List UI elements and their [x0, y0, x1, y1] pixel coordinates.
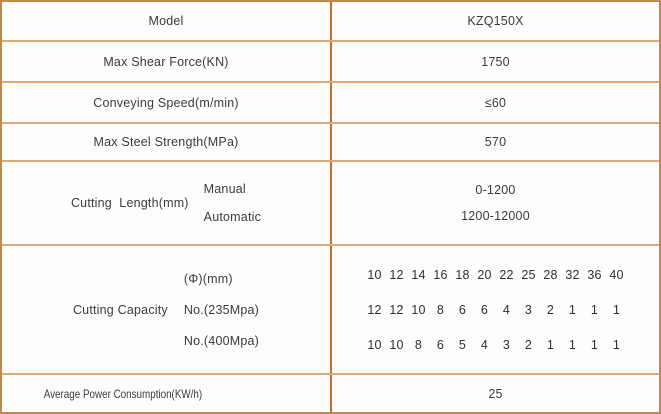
average-power-label: Average Power Consumption(KW/h): [44, 386, 203, 401]
table-row-conveying-speed: [2, 83, 659, 124]
cutting-capacity-235mpa-label: No.(235Mpa): [183, 302, 260, 317]
average-power-value: 25: [488, 386, 503, 401]
capacity-value: 10: [367, 267, 382, 282]
capacity-value: 28: [543, 267, 558, 282]
table-row-max-steel-strength: [2, 124, 659, 162]
capacity-value: 16: [433, 267, 448, 282]
capacity-value: 1: [612, 302, 621, 317]
conveying-speed-value-cell: [332, 83, 659, 122]
capacity-value: 22: [499, 267, 514, 282]
table-row-cutting-length: [2, 162, 659, 246]
cutting-capacity-400mpa-label: No.(400Mpa): [183, 333, 260, 348]
capacity-value: 20: [477, 267, 492, 282]
average-power-value-cell: [332, 375, 659, 412]
capacity-value: 25: [521, 267, 536, 282]
max-shear-force-label: Max Shear Force(KN): [103, 54, 229, 69]
conveying-speed-label: Conveying Speed(m/min): [93, 95, 239, 110]
capacity-value: 1: [546, 337, 555, 352]
capacity-value: 18: [455, 267, 470, 282]
capacity-value: 14: [411, 267, 426, 282]
table-row-model: [2, 2, 659, 42]
max-shear-force-value: 1750: [481, 54, 510, 69]
capacity-value: 3: [524, 302, 533, 317]
capacity-value: 1: [590, 337, 599, 352]
average-power-label-cell: [2, 375, 332, 412]
model-value: KZQ150X: [467, 14, 524, 28]
model-value-cell: [332, 2, 659, 40]
model-label-cell: [2, 2, 332, 40]
table-row-average-power: [2, 375, 659, 412]
cutting-length-manual-value: 0-1200: [475, 183, 516, 197]
model-label: Model: [148, 14, 184, 28]
cutting-length-mode-manual: Manual: [203, 182, 246, 196]
capacity-value: 4: [502, 302, 511, 317]
cutting-capacity-label-cell: [2, 246, 332, 373]
capacity-value: 6: [436, 337, 445, 352]
max-shear-force-label-cell: [2, 42, 332, 81]
table-row-cutting-capacity: [2, 246, 659, 375]
capacity-value: 10: [411, 302, 426, 317]
conveying-speed-label-cell: [2, 83, 332, 122]
capacity-value: 10: [367, 337, 382, 352]
cutting-length-label-cell: [2, 162, 332, 244]
capacity-value: 2: [546, 302, 555, 317]
max-steel-strength-value-cell: [332, 124, 659, 160]
capacity-value: 3: [502, 337, 511, 352]
max-steel-strength-value: 570: [484, 135, 507, 149]
capacity-value: 6: [480, 302, 489, 317]
max-shear-force-value-cell: [332, 42, 659, 81]
table-row-max-shear-force: [2, 42, 659, 83]
capacity-value: 1: [568, 337, 577, 352]
capacity-value: 1: [568, 302, 577, 317]
capacity-400mpa-row: [364, 338, 628, 352]
cutting-length-label: Cutting Length(mm): [70, 196, 189, 210]
capacity-value: 12: [389, 267, 404, 282]
capacity-235mpa-row: [364, 303, 628, 317]
cutting-length-modes: [204, 182, 261, 224]
capacity-value: 12: [389, 302, 404, 317]
capacity-value: 10: [389, 337, 404, 352]
max-steel-strength-label: Max Steel Strength(MPa): [93, 135, 239, 149]
cutting-capacity-sublabels: [184, 272, 259, 348]
capacity-grid: [364, 268, 628, 352]
cutting-capacity-diameter-label: (Φ)(mm): [183, 271, 233, 286]
cutting-capacity-label: Cutting Capacity: [72, 302, 168, 317]
capacity-value: 40: [609, 267, 624, 282]
cutting-length-automatic-value: 1200-12000: [461, 209, 530, 223]
capacity-value: 8: [436, 302, 445, 317]
conveying-speed-value: ≤60: [484, 95, 507, 110]
capacity-value: 36: [587, 267, 602, 282]
capacity-value: 5: [458, 337, 467, 352]
capacity-diameter-row: [364, 268, 628, 282]
capacity-value: 6: [458, 302, 467, 317]
capacity-value: 8: [414, 337, 423, 352]
cutting-length-value-cell: [332, 162, 659, 244]
capacity-value: 4: [480, 337, 489, 352]
capacity-value: 1: [590, 302, 599, 317]
cutting-capacity-value-cell: [332, 246, 659, 373]
capacity-value: 1: [612, 337, 621, 352]
capacity-value: 2: [524, 337, 533, 352]
capacity-value: 12: [367, 302, 382, 317]
capacity-value: 32: [565, 267, 580, 282]
cutting-length-mode-automatic: Automatic: [203, 210, 262, 224]
max-steel-strength-label-cell: [2, 124, 332, 160]
